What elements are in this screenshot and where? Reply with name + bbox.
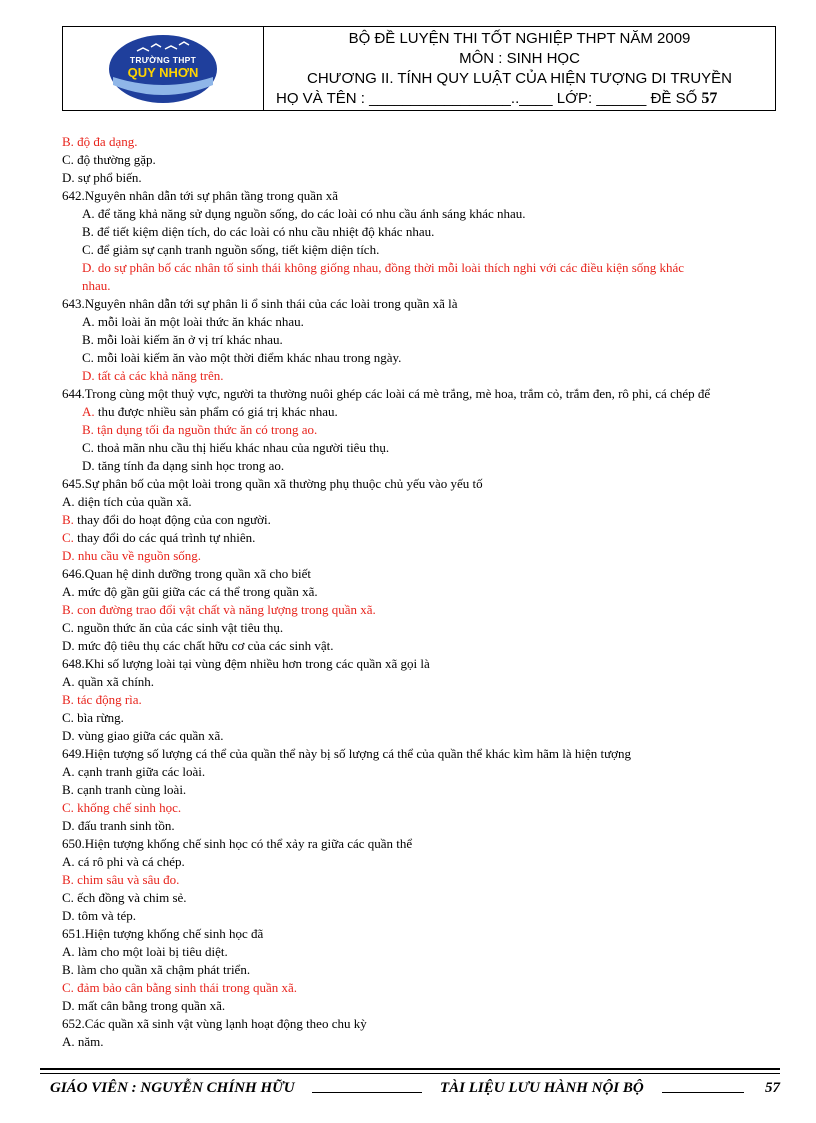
answer-option: A. làm cho một loài bị tiêu diệt. [62, 944, 228, 959]
exam-number: 57 [701, 90, 718, 107]
answer-option: B. con đường trao đổi vật chất và năng lượng trong quần xã. [62, 602, 376, 617]
answer-option: D. vùng giao giữa các quần xã. [62, 728, 224, 743]
answer-option: D. đấu tranh sinh tồn. [62, 818, 175, 833]
answer-option: D. mức độ tiêu thụ các chất hữu cơ của các sinh vật. [62, 638, 334, 653]
answer-option [62, 403, 776, 421]
answer-option: B. chim sâu và sâu đo. [62, 872, 180, 887]
document-note: TÀI LIỆU LƯU HÀNH NỘI BỘ [440, 1080, 644, 1096]
answer-option: C. đảm bảo cân bằng sinh thái trong quần xã. [62, 980, 298, 995]
answer-option: A. năm. [62, 1034, 104, 1049]
teacher-name: GIÁO VIÊN : NGUYỄN CHÍNH HỮU [50, 1080, 295, 1096]
logo-line1: TRƯỜNG THPT [129, 54, 197, 65]
answer-option: C. mỗi loài kiếm ăn vào một thời điểm khác nhau trong ngày. [82, 350, 402, 365]
answer-option: C. bìa rừng. [62, 710, 124, 725]
subject-title: MÔN : SINH HỌC [459, 50, 580, 67]
answer-option: A. diện tích của quần xã. [62, 494, 192, 509]
answer-option: C. ếch đồng và chim sẻ. [62, 890, 187, 905]
answer-option: nhau. [82, 278, 111, 293]
answer-option: A. mức độ gần gũi giữa các cá thể trong quần xã. [62, 584, 318, 599]
title-block [264, 27, 775, 110]
logo-line2: QUY NHƠN [127, 64, 199, 80]
answer-option: A. quần xã chính. [62, 674, 155, 689]
footer-rule-left [312, 1092, 422, 1093]
answer-option: D. tăng tính đa dạng sinh học trong ao. [82, 458, 285, 473]
question-stem: 643.Nguyên nhân dẫn tới sự phân li ổ sinh thái của các loài trong quần xã là [62, 296, 458, 311]
option-letter: A. [82, 404, 95, 419]
answer-option: C. khống chế sinh học. [62, 800, 182, 815]
answer-option: A. mỗi loài ăn một loài thức ăn khác nhau. [82, 314, 304, 329]
option-letter: B. [62, 512, 74, 527]
question-stem: 646.Quan hệ dinh dưỡng trong quần xã cho biết [62, 566, 311, 581]
answer-option: B. để tiết kiệm diện tích, do các loài có nhu cầu nhiệt độ khác nhau. [82, 224, 435, 239]
answer-option: A. để tăng khả năng sử dụng nguồn sống, do các loài có nhu cầu ánh sáng khác nhau. [82, 206, 526, 221]
answer-option: B. tác động rìa. [62, 692, 142, 707]
class-field-label: LỚP: ______ [556, 90, 647, 107]
exam-series-title: BỘ ĐỀ LUYỆN THI TỐT NGHIỆP THPT NĂM 2009 [348, 30, 691, 47]
question-stem: 644.Trong cùng một thuỷ vực, người ta thường nuôi ghép các loài cá mè trắng, mè hoa, trắm cỏ, trắm đen, rô phi, cá chép để [62, 386, 711, 401]
logo-cell [63, 27, 264, 110]
question-list [62, 133, 776, 1051]
answer-option: C. để giảm sự cạnh tranh nguồn sống, tiết kiệm diện tích. [82, 242, 380, 257]
answer-option [62, 529, 776, 547]
question-stem: 648.Khi số lượng loài tại vùng đệm nhiều hơn trong các quần xã gọi là [62, 656, 430, 671]
option-letter: C. [62, 530, 74, 545]
school-logo [107, 33, 219, 105]
chapter-title: CHƯƠNG II. TÍNH QUY LUẬT CỦA HIỆN TƯỢNG DI TRUYỀN [306, 70, 733, 87]
answer-option: B. làm cho quần xã chậm phát triển. [62, 962, 251, 977]
answer-option: A. cạnh tranh giữa các loài. [62, 764, 206, 779]
question-stem: 645.Sự phân bố của một loài trong quần xã thường phụ thuộc chủ yếu vào yếu tố [62, 476, 483, 491]
answer-option: C. thoả mãn nhu cầu thị hiếu khác nhau của người tiêu thụ. [82, 440, 390, 455]
question-stem: 651.Hiện tượng khống chế sinh học đã [62, 926, 264, 941]
name-field-label: HỌ VÀ TÊN : _________________..____ [276, 90, 553, 107]
answer-option: D. nhu cầu về nguồn sống. [62, 548, 202, 563]
page-footer [50, 1080, 780, 1100]
answer-option: D. do sự phân bố các nhân tố sinh thái không giống nhau, đồng thời mỗi loài thích nghi với các điều kiện sống khác [82, 260, 685, 275]
answer-option: B. độ đa dạng. [62, 134, 138, 149]
footer-rule-right [662, 1092, 744, 1093]
answer-option: C. độ thường gặp. [62, 152, 156, 167]
option-text: thay đổi do các quá trình tự nhiên. [73, 530, 256, 545]
exam-number-label: ĐỀ SỐ [650, 90, 698, 107]
page-number: 57 [765, 1080, 780, 1096]
answer-option: D. tôm và tép. [62, 908, 137, 923]
option-text: thay đổi do hoạt động của con người. [73, 512, 271, 527]
student-info-line [264, 89, 775, 109]
answer-option: B. tận dụng tối đa nguồn thức ăn có trong ao. [82, 422, 318, 437]
page-header [62, 26, 776, 111]
answer-option: D. mất cân bằng trong quần xã. [62, 998, 226, 1013]
answer-option: C. nguồn thức ăn của các sinh vật tiêu thụ. [62, 620, 284, 635]
answer-option: B. cạnh tranh cùng loài. [62, 782, 187, 797]
answer-option [62, 511, 776, 529]
option-text: thu được nhiều sản phẩm có giá trị khác nhau. [94, 404, 338, 419]
footer-divider [40, 1068, 780, 1074]
question-stem: 650.Hiện tượng khống chế sinh học có thể xảy ra giữa các quần thể [62, 836, 413, 851]
question-stem: 649.Hiện tượng số lượng cá thể của quần thể này bị số lượng cá thể của quần thể khác kìm hãm là hiện tượng [62, 746, 632, 761]
answer-option: D. sự phổ biến. [62, 170, 142, 185]
question-stem: 652.Các quần xã sinh vật vùng lạnh hoạt động theo chu kỳ [62, 1016, 367, 1031]
answer-option: D. tất cả các khả năng trên. [82, 368, 224, 383]
answer-option: A. cá rô phi và cá chép. [62, 854, 185, 869]
question-stem: 642.Nguyên nhân dẫn tới sự phân tầng trong quần xã [62, 188, 339, 203]
answer-option: B. mỗi loài kiếm ăn ở vị trí khác nhau. [82, 332, 283, 347]
